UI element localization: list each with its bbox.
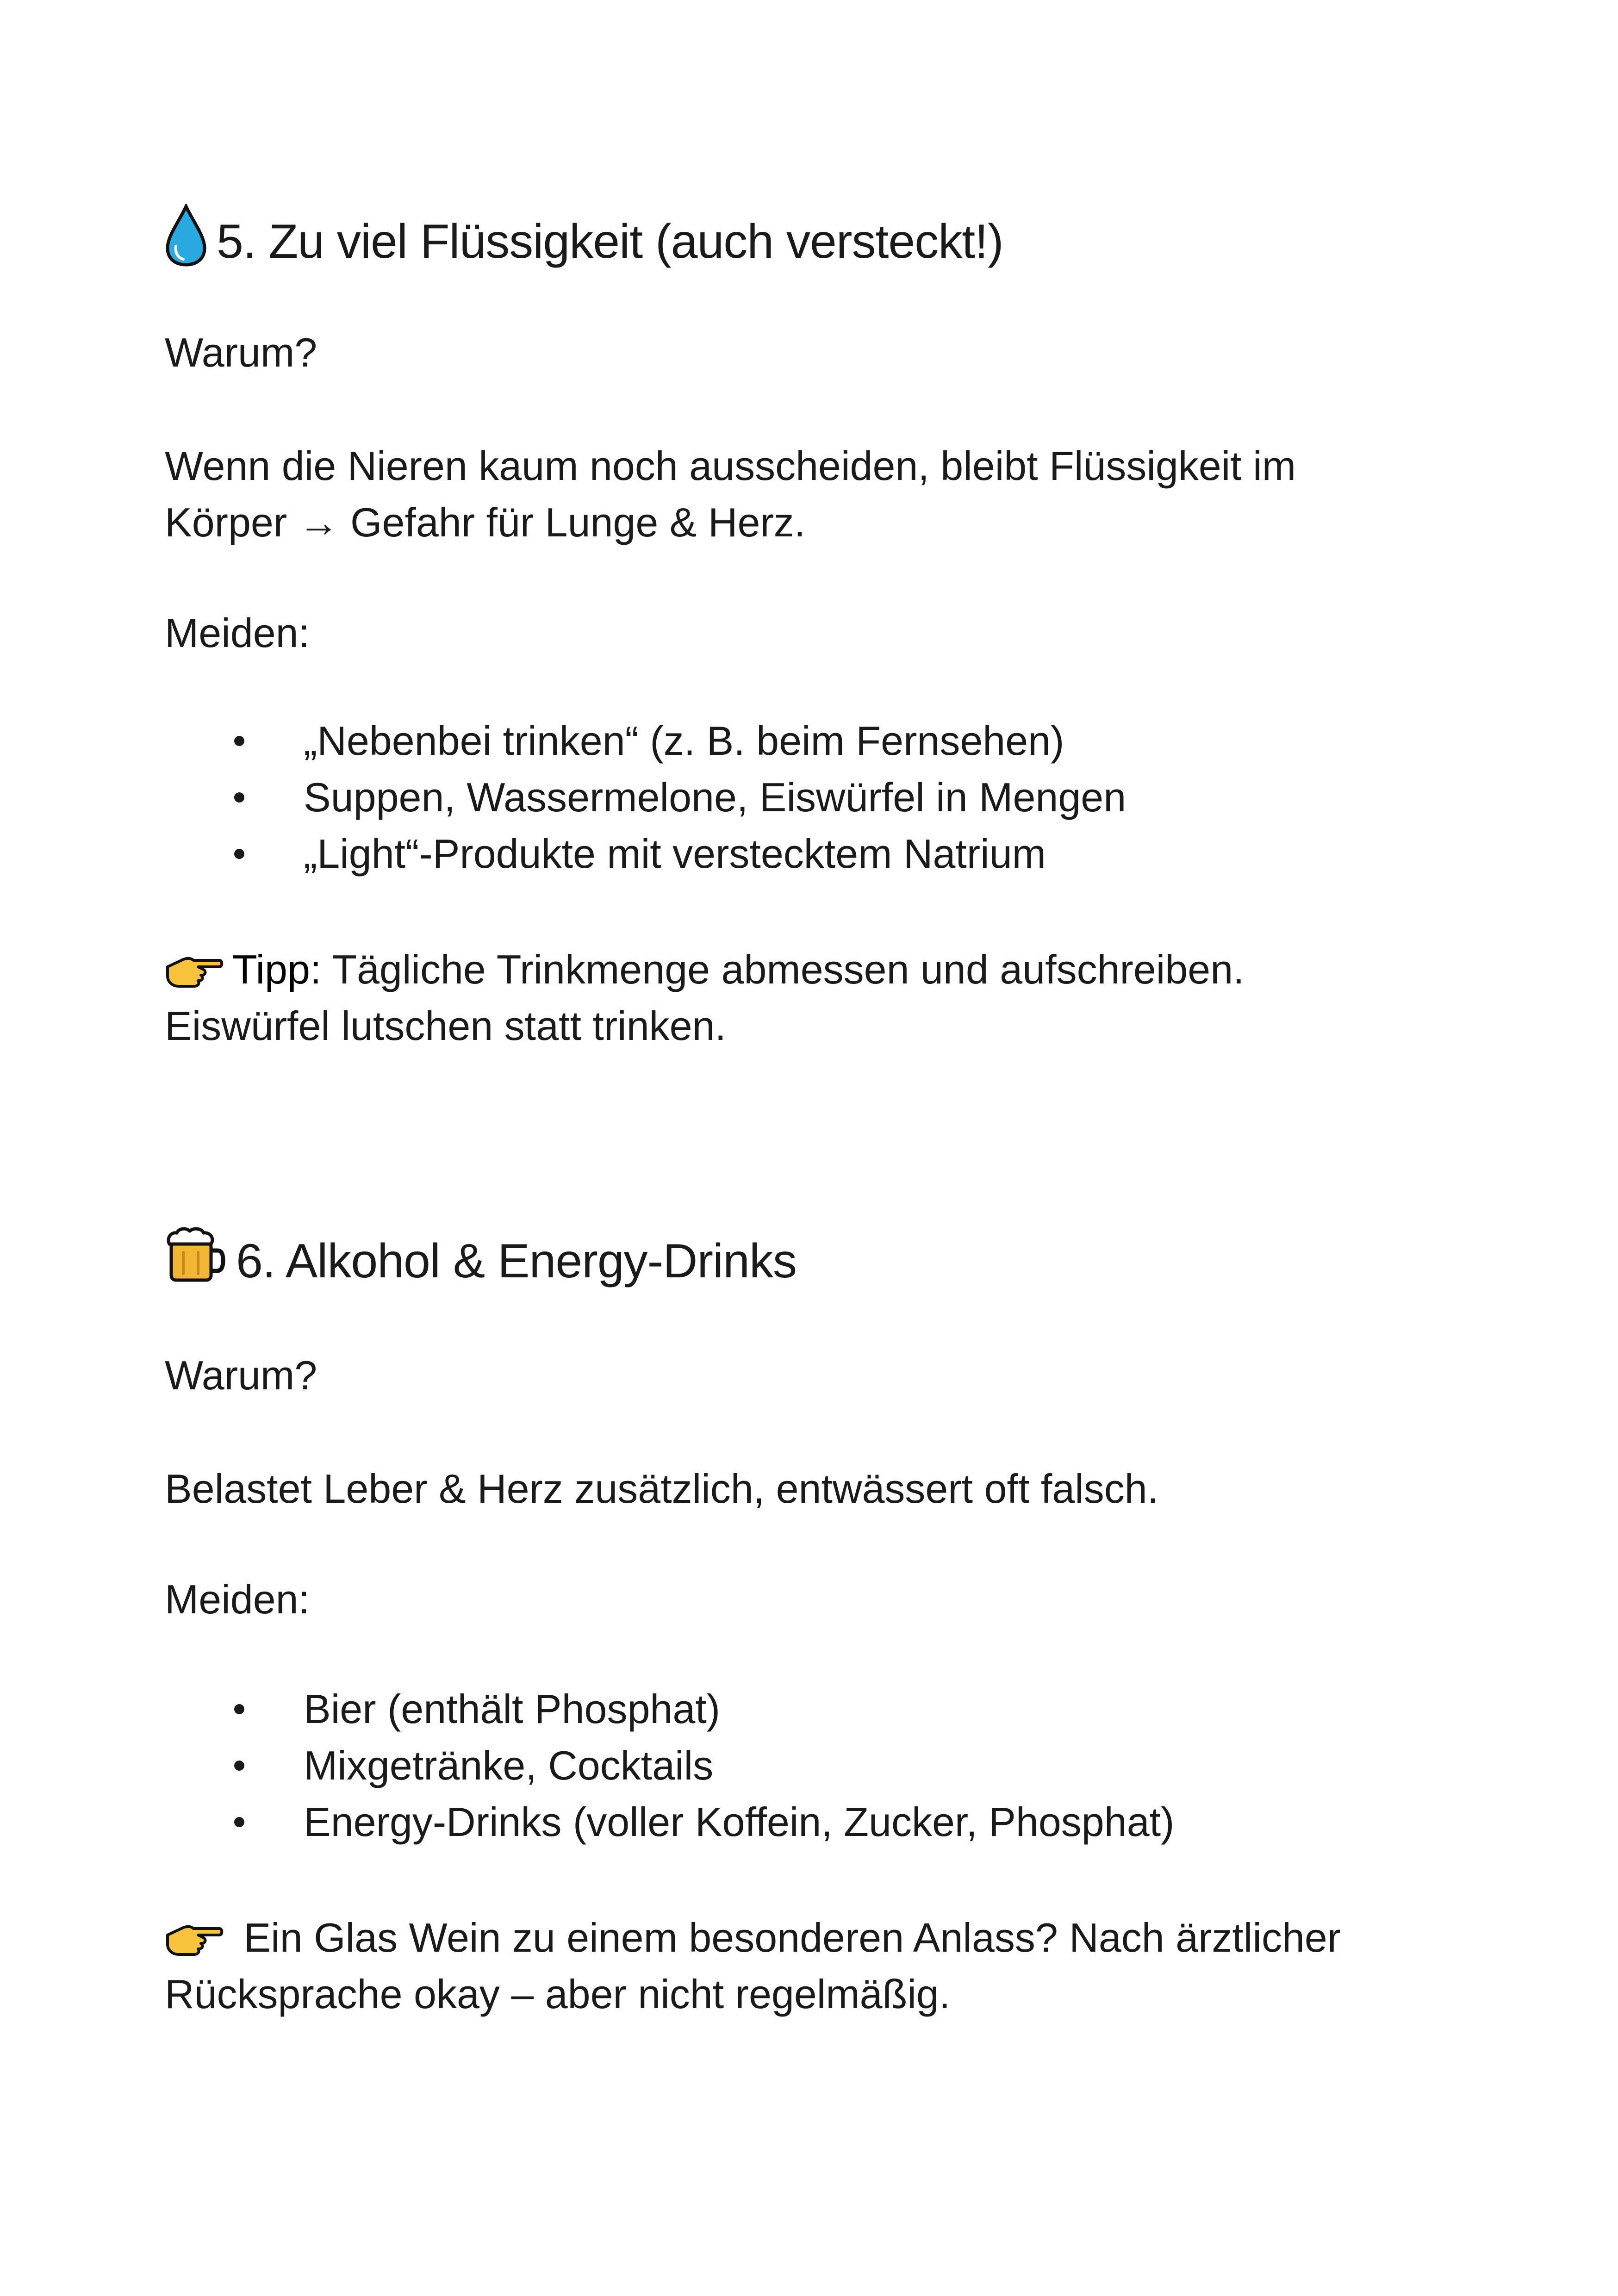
list-item: Suppen, Wassermelone, Eiswürfel in Mengen bbox=[165, 769, 1126, 826]
pointing-hand-icon bbox=[165, 948, 224, 1004]
tip-line-2: Rücksprache okay – aber nicht regelmäßig. bbox=[165, 1971, 951, 2017]
beer-mug-icon bbox=[165, 1226, 227, 1295]
why-text-line-1: Belastet Leber & Herz zusätzlich, entwässert oft falsch. bbox=[165, 1466, 1159, 1512]
pointing-hand-icon bbox=[165, 1916, 224, 1972]
section-heading bbox=[165, 204, 1461, 279]
section-title: 6. Alkohol & Energy-Drinks bbox=[236, 1234, 797, 1288]
section-fluids bbox=[165, 204, 1461, 1049]
list-item: Mixgetränke, Cocktails bbox=[165, 1737, 1174, 1794]
tip-line-1 bbox=[165, 1910, 1341, 1972]
why-text-line-2: Körper → Gefahr für Lunge & Herz. bbox=[165, 499, 806, 545]
section-alcohol bbox=[165, 1226, 1461, 2017]
bullet-icon bbox=[234, 1761, 244, 1771]
avoid-list bbox=[165, 1681, 1174, 1850]
why-text-line-1: Wenn die Nieren kaum noch ausscheiden, bleibt Flüssigkeit im bbox=[165, 443, 1296, 489]
section-heading bbox=[165, 1226, 1461, 1295]
tip-label: Tipp: bbox=[232, 946, 322, 992]
list-item: „Light“-Produkte mit verstecktem Natrium bbox=[165, 826, 1126, 882]
bullet-icon bbox=[234, 792, 244, 803]
avoid-label: Meiden: bbox=[165, 610, 310, 656]
avoid-list bbox=[165, 713, 1126, 882]
bullet-icon bbox=[234, 1704, 244, 1714]
bullet-icon bbox=[234, 736, 244, 746]
tip-text: Ein Glas Wein zu einem besonderen Anlass? Nach ärztlicher bbox=[232, 1915, 1341, 1960]
section-title: 5. Zu viel Flüssigkeit (auch versteckt!) bbox=[217, 214, 1003, 268]
water-drop-icon bbox=[165, 204, 207, 279]
why-label: Warum? bbox=[165, 330, 317, 375]
list-item: Bier (enthält Phosphat) bbox=[165, 1681, 1174, 1737]
bullet-icon bbox=[234, 1817, 244, 1827]
list-item: „Nebenbei trinken“ (z. B. beim Fernsehen) bbox=[165, 713, 1126, 769]
tip-text: Tägliche Trinkmenge abmessen und aufschreiben. bbox=[321, 946, 1245, 992]
avoid-label: Meiden: bbox=[165, 1576, 310, 1622]
list-item: Energy-Drinks (voller Koffein, Zucker, Phosphat) bbox=[165, 1794, 1174, 1850]
why-label: Warum? bbox=[165, 1352, 317, 1398]
bullet-icon bbox=[234, 849, 244, 859]
tip-line-2: Eiswürfel lutschen statt trinken. bbox=[165, 1003, 726, 1049]
tip-line-1 bbox=[165, 941, 1245, 1004]
